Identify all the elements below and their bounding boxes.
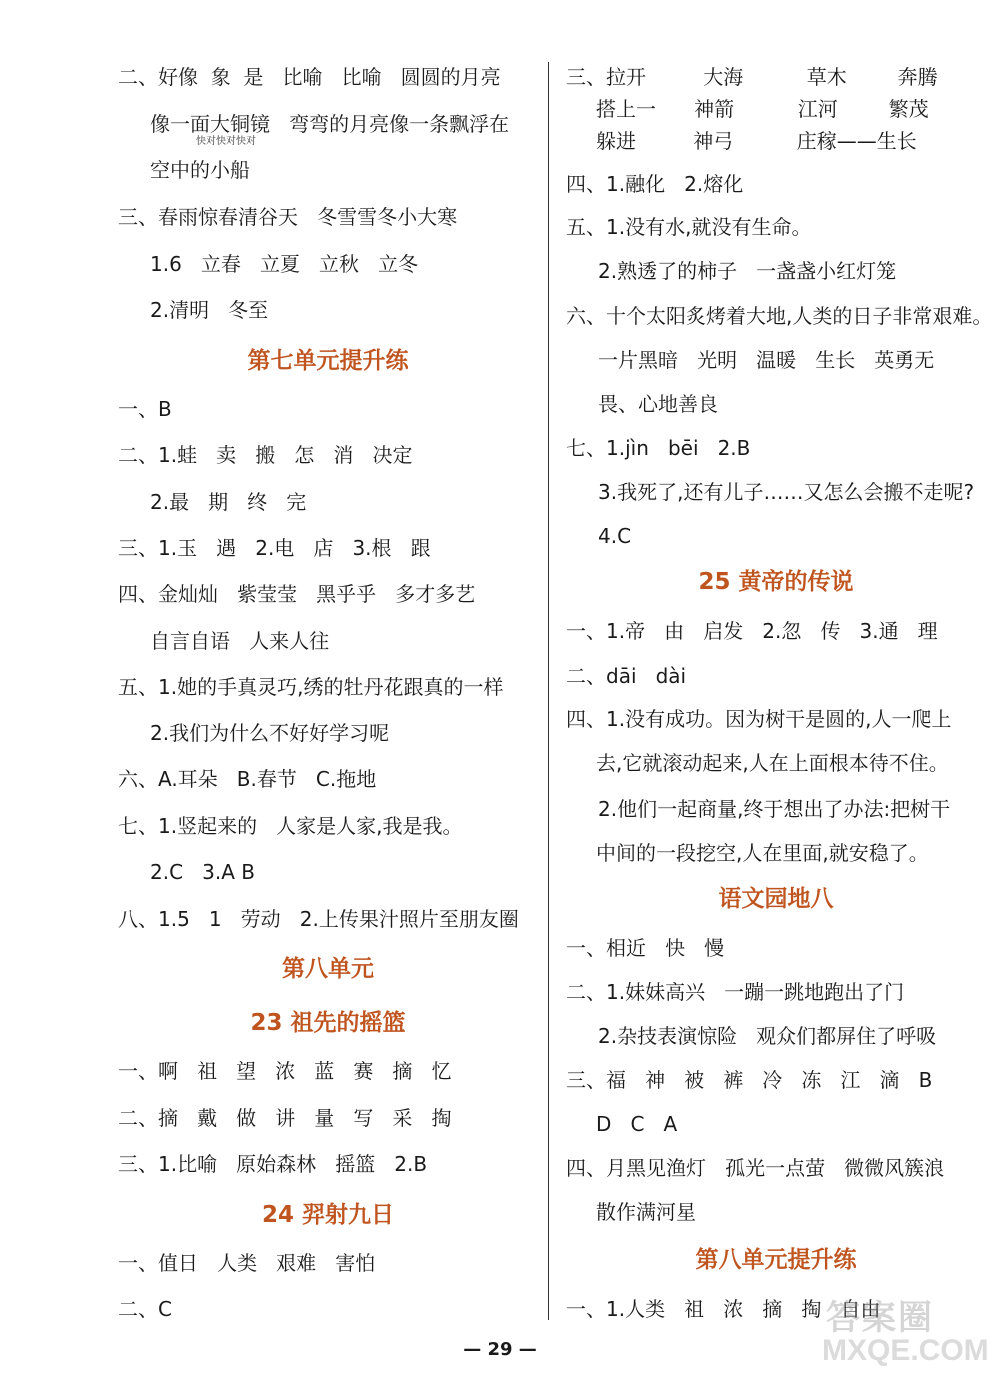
answer-line: 二、好像 象 是 比喻 比喻 圆圆的月亮 [118,65,501,89]
answer-line: 一、1.人类 祖 浓 摘 掏 自由 [566,1297,881,1321]
answer-line: 中间的一段挖空,人在里面,就安稳了。 [596,841,929,865]
section-title: 24 羿射九日 [261,1202,394,1228]
section-title: 第八单元提升练 [695,1247,857,1273]
answer-line: 一、B [118,397,172,421]
answer-line: 二、1.妹妹高兴 一蹦一跳地跑出了门 [566,980,905,1004]
answer-line: 四、月黑见渔灯 孤光一点萤 微微风簇浪 [566,1156,945,1180]
answer-line: 二、C [118,1297,172,1321]
answer-line: 七、1.竖起来的 人家是人家,我是我。 [118,814,463,838]
answer-line: 五、1.没有水,就没有生命。 [566,215,812,239]
answer-line: 一、值日 人类 艰难 害怕 [118,1251,376,1275]
answer-line: 2.他们一起商量,终于想出了办法:把树干 [598,797,951,821]
answer-line: 去,它就滚动起来,人在上面根本待不住。 [596,751,949,775]
answer-line: 三、拉开 大海 草木 奔腾 [566,65,938,89]
answer-line: 2.杂技表演惊险 观众们都屏住了呼吸 [598,1024,937,1048]
answer-line: 一片黑暗 光明 温暖 生长 英勇无 [598,348,935,372]
answer-line: 2.最 期 终 完 [150,490,307,514]
answer-line: 散作满河星 [596,1200,696,1224]
answer-line: 四、金灿灿 紫莹莹 黑乎乎 多才多艺 [118,582,476,606]
answer-line: 空中的小船 [150,158,250,182]
answer-line: 2.熟透了的柿子 一盏盏小红灯笼 [598,259,897,283]
answer-line: 2.我们为什么不好好学习呢 [150,721,390,745]
watermark [808,1290,988,1370]
answer-line: 2.C 3.A B [150,860,255,884]
answer-line: 四、1.没有成功。因为树干是圆的,人一爬上 [566,707,952,731]
section-title: 第八单元 [282,956,374,982]
answer-line: 躲进 神弓 庄稼——生长 [596,129,917,153]
answer-line: 四、1.融化 2.熔化 [566,172,744,196]
answer-line: 五、1.她的手真灵巧,绣的牡丹花跟真的一样 [118,675,504,699]
watermark-logo: 答案圈 [826,1298,934,1338]
answer-line: 自言自语 人来人往 [150,629,330,653]
answer-line: 畏、心地善良 [598,392,718,416]
answer-line: 4.C [598,524,632,548]
answer-line: 三、福 神 被 裤 冷 冻 江 滴 B [566,1068,933,1092]
section-title: 25 黄帝的传说 [698,569,854,595]
section-title: 23 祖先的摇篮 [250,1010,406,1036]
answer-line: 3.我死了,还有儿子……又怎么会搬不走呢? [598,480,975,504]
answer-line: 一、1.帝 由 启发 2.忽 传 3.通 理 [566,619,938,643]
answer-line: 像一面大铜镜 弯弯的月亮像一条飘浮在 [150,112,510,136]
answer-line: 三、1.比喻 原始森林 摇篮 2.B [118,1152,428,1176]
answer-line: 三、春雨惊春清谷天 冬雪雪冬小大寒 [118,205,458,229]
section-title: 第七单元提升练 [247,348,409,374]
answer-line: 六、十个太阳炙烤着大地,人类的日子非常艰难。 [566,304,993,328]
answer-line: 1.6 立春 立夏 立秋 立冬 [150,252,419,276]
answer-line: 二、dāi dài [566,664,687,688]
answer-line: 搭上一 神箭 江河 繁茂 [596,97,929,121]
answer-line: D C A [596,1112,678,1136]
answer-line: 2.清明 冬至 [150,298,269,322]
answer-line: 七、1.jìn bēi 2.B [566,436,751,460]
page-number: — 29 — [463,1339,537,1360]
answer-line: 六、A.耳朵 B.春节 C.拖地 [118,767,377,791]
answer-line: 八、1.5 1 劳动 2.上传果汁照片至朋友圈 [118,907,519,931]
watermark-text: MXQE.COM [822,1334,989,1367]
answer-line: 一、相近 快 慢 [566,936,725,960]
answer-line: 二、1.蛙 卖 搬 怎 消 决定 [118,443,413,467]
answer-line: 一、啊 祖 望 浓 蓝 赛 摘 忆 [118,1059,452,1083]
section-title: 语文园地八 [718,886,834,912]
column-divider [548,62,549,1320]
answer-line: 三、1.玉 遇 2.电 店 3.根 跟 [118,536,431,560]
handwritten-note: 快对快对快对 [196,136,256,147]
answer-line: 二、摘 戴 做 讲 量 写 采 掏 [118,1106,452,1130]
